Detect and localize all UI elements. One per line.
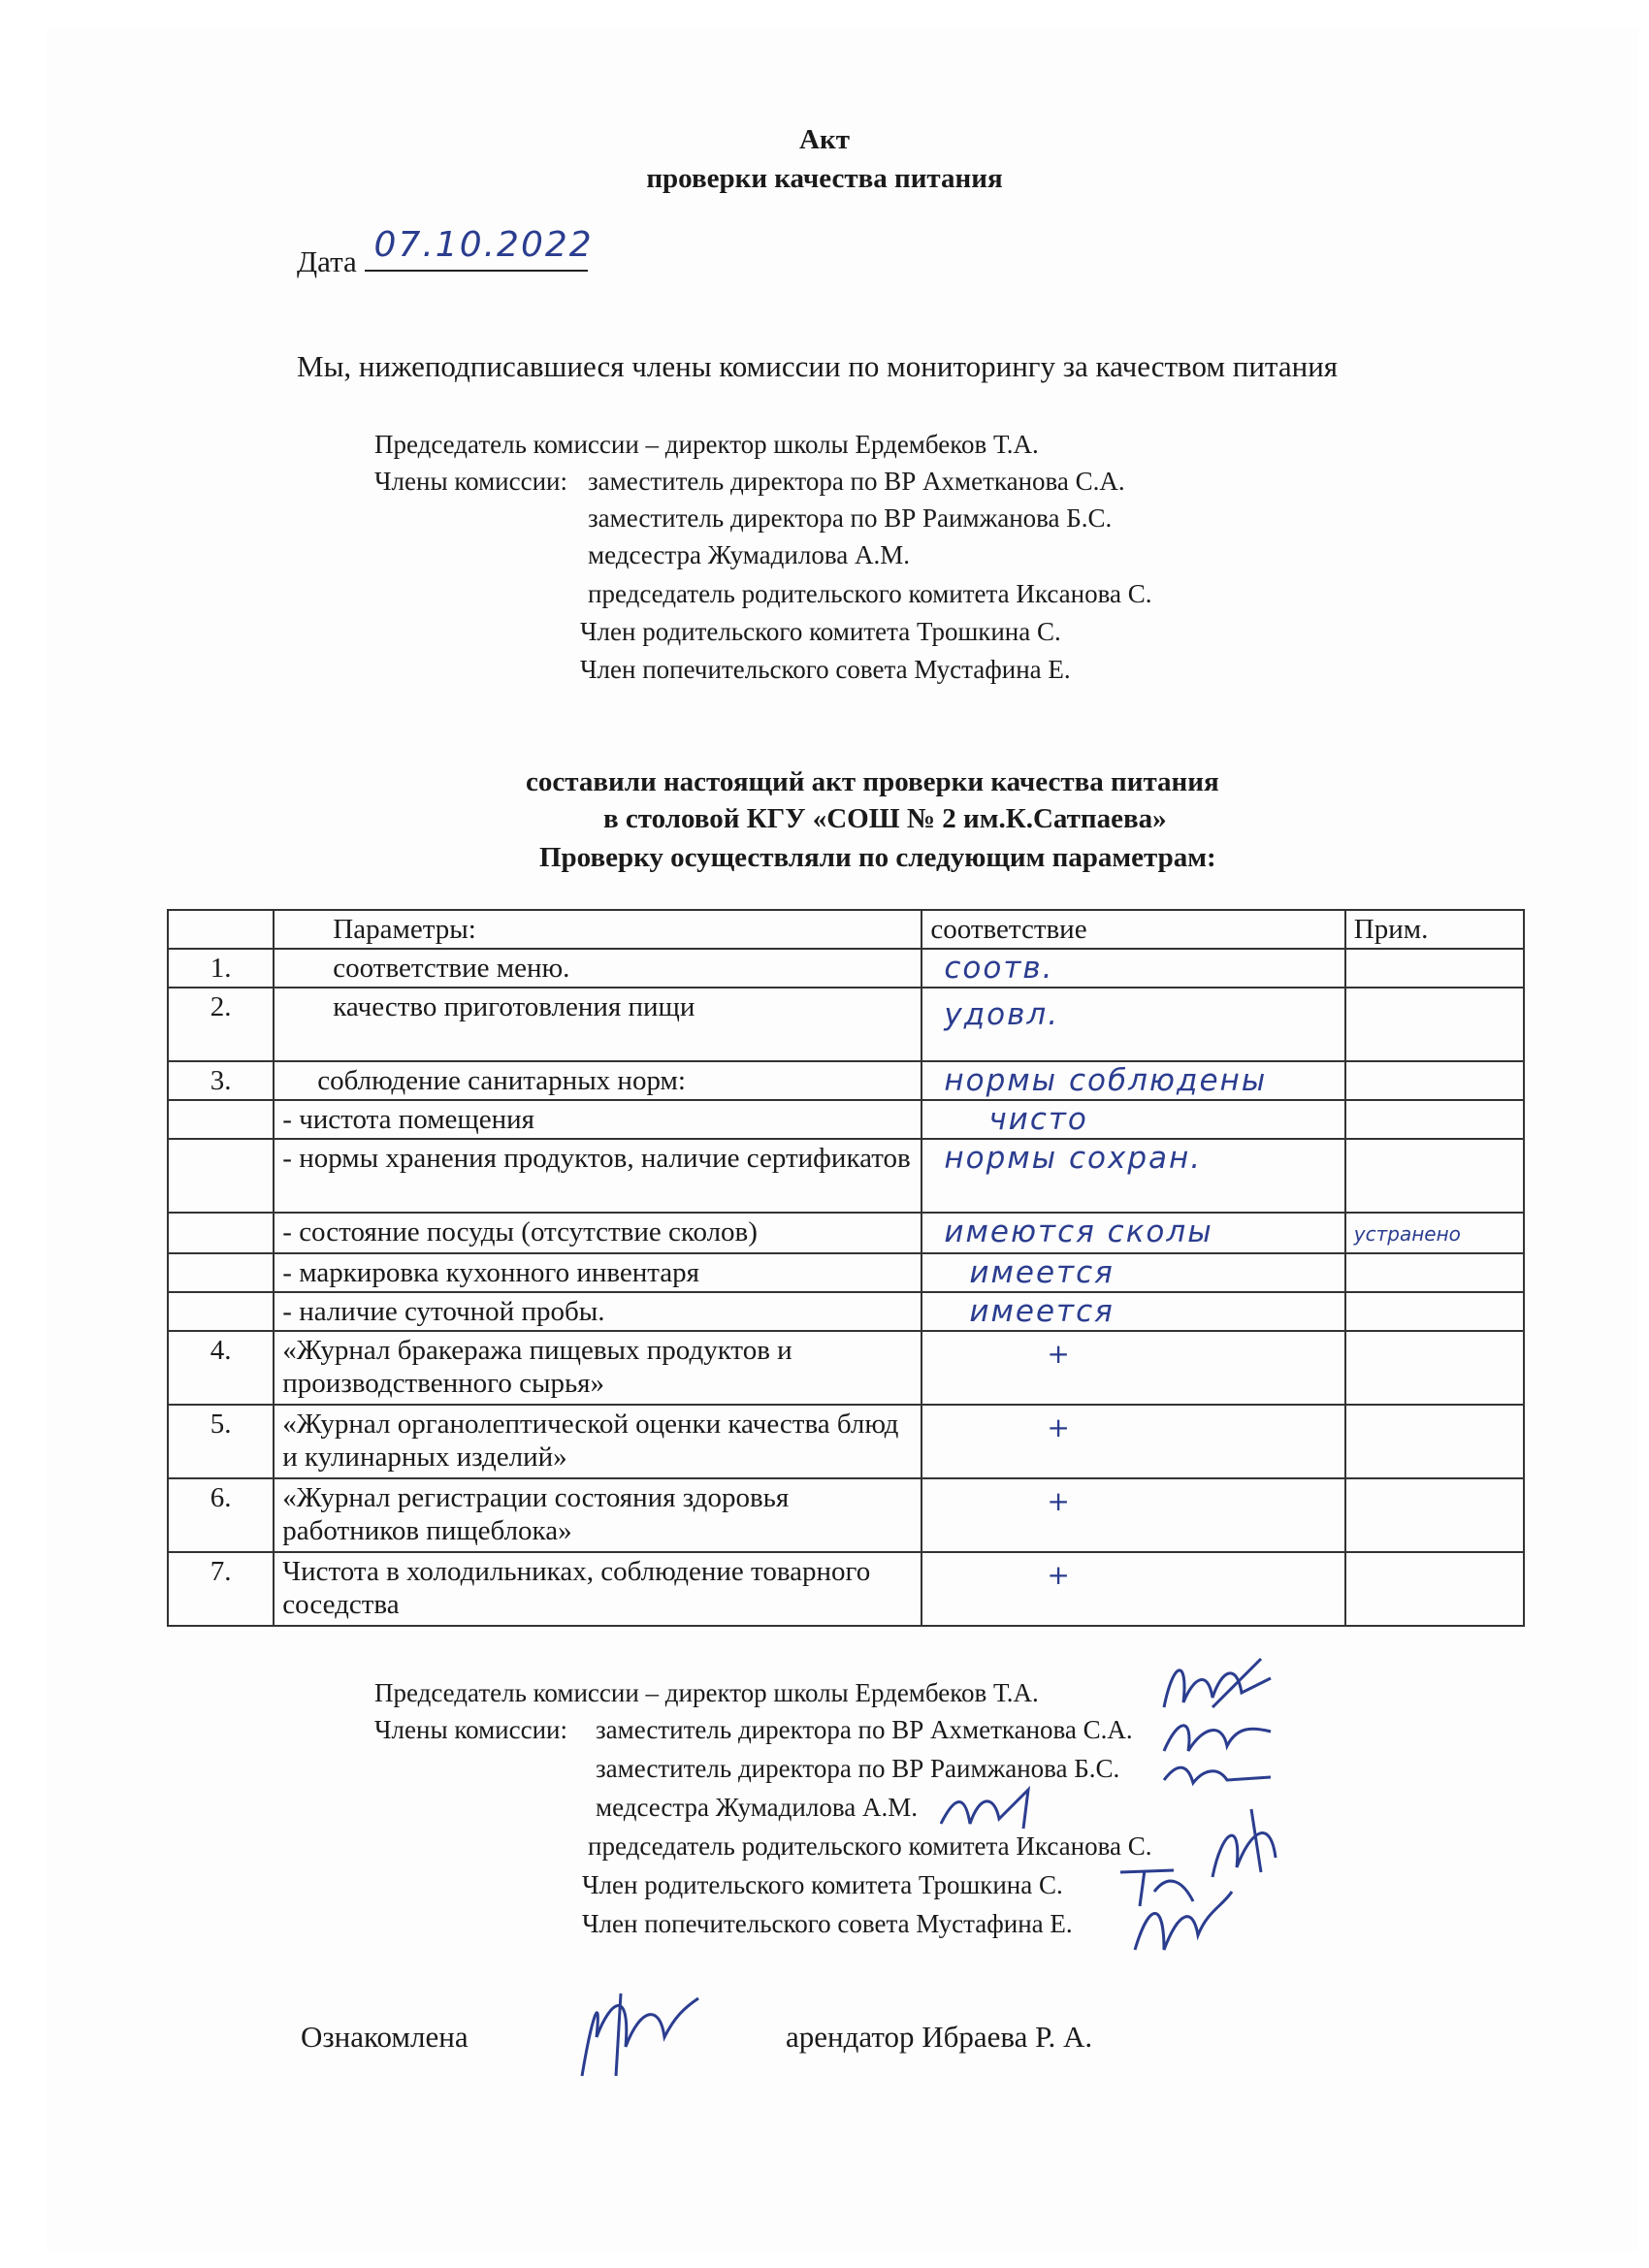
signature-member3	[936, 1785, 1043, 1833]
acknowledged-label: Ознакомлена	[301, 2020, 469, 2054]
row-compliance	[922, 1139, 1344, 1213]
signature-member1	[1154, 1712, 1280, 1761]
table-row	[168, 988, 1524, 1061]
table-row	[168, 1139, 1524, 1213]
table-row	[168, 1331, 1524, 1405]
parameters-table	[167, 909, 1525, 1627]
row-number	[168, 1253, 274, 1292]
table-row	[168, 1100, 1524, 1139]
table-row	[168, 1213, 1524, 1253]
date-value: 07.10.2022	[373, 225, 594, 265]
row-parameter: Чистота в холодильниках, соблюдение товарного соседства	[274, 1552, 922, 1626]
handwritten-entry: соотв.	[944, 951, 1054, 986]
handwritten-entry: нормы соблюдены	[944, 1063, 1268, 1098]
row-number	[168, 1213, 274, 1253]
signature-member6	[1125, 1882, 1242, 1960]
row-parameter: «Журнал органолептической оценки качества блюд и кулинарных изделий»	[274, 1405, 922, 1478]
header-cell: соответствие	[922, 910, 1344, 949]
commission-member: заместитель директора по ВР Ахметканова С.А.	[588, 467, 1125, 496]
row-note	[1345, 988, 1524, 1061]
act-heading-line2: в столовой КГУ «СОШ № 2 им.К.Сатпаева»	[603, 803, 1167, 834]
tenant-role: арендатор Ибраева Р. А.	[786, 2020, 1093, 2054]
row-number	[168, 1100, 274, 1139]
date-row	[297, 225, 594, 279]
header-cell	[168, 910, 274, 949]
handwritten-note: устранено	[1353, 1222, 1461, 1246]
row-parameter: соблюдение санитарных норм:	[274, 1061, 922, 1100]
row-note	[1345, 949, 1524, 988]
signature-tenant	[563, 1979, 708, 2086]
row-note	[1345, 1061, 1524, 1100]
commission-members-label: Члены комиссии:	[374, 467, 567, 496]
row-compliance	[922, 1405, 1344, 1478]
commission-member: заместитель директора по ВР Ахметканова С.А.	[596, 1715, 1133, 1744]
table-row	[168, 1405, 1524, 1478]
row-number: 6.	[168, 1478, 274, 1552]
row-number	[168, 1292, 274, 1331]
handwritten-entry: нормы сохран.	[944, 1141, 1203, 1176]
row-note	[1345, 1331, 1524, 1405]
handwritten-plus: +	[1047, 1338, 1072, 1370]
handwritten-plus: +	[1047, 1411, 1072, 1443]
row-compliance	[922, 1331, 1344, 1405]
handwritten-entry: имеется	[969, 1294, 1115, 1329]
intro-text: Мы, нижеподписавшиеся члены комиссии по мониторингу за качеством питания	[297, 349, 1339, 383]
row-note	[1345, 1292, 1524, 1331]
act-heading-line3: Проверку осуществляли по следующим параметрам:	[539, 842, 1216, 873]
row-number: 1.	[168, 949, 274, 988]
row-compliance	[922, 1552, 1344, 1626]
row-number	[168, 1139, 274, 1213]
table-row	[168, 1552, 1524, 1626]
signature-member2	[1159, 1756, 1276, 1795]
table-row	[168, 1061, 1524, 1100]
handwritten-entry: имеются сколы	[944, 1215, 1213, 1249]
commission-member: председатель родительского комитета Иксанова С.	[588, 1831, 1152, 1861]
row-number: 4.	[168, 1331, 274, 1405]
row-note	[1345, 1478, 1524, 1552]
table-row	[168, 1292, 1524, 1331]
handwritten-entry: чисто	[988, 1102, 1088, 1137]
row-number: 5.	[168, 1405, 274, 1478]
commission-member: председатель родительского комитета Иксанова С.	[588, 579, 1152, 608]
row-note	[1345, 1139, 1524, 1213]
commission-chair: Председатель комиссии – директор школы Ердембеков Т.А.	[374, 430, 1039, 459]
date-label: Дата	[297, 244, 357, 278]
signature-member4	[1193, 1799, 1300, 1887]
commission-member: медсестра Жумадилова А.М.	[588, 540, 910, 569]
handwritten-plus: +	[1047, 1559, 1072, 1591]
commission-member: Член родительского комитета Трошкина С.	[582, 1870, 1063, 1899]
row-parameter: - чистота помещения	[274, 1100, 922, 1139]
row-compliance	[922, 1100, 1344, 1139]
row-parameter: «Журнал регистрации состояния здоровья работников пищеблока»	[274, 1478, 922, 1552]
date-field	[365, 225, 594, 272]
row-note	[1345, 1100, 1524, 1139]
row-number: 7.	[168, 1552, 274, 1626]
row-parameter: качество приготовления пищи	[274, 988, 922, 1061]
row-note	[1345, 1405, 1524, 1478]
commission-member: Член родительского комитета Трошкина С.	[580, 617, 1061, 646]
commission-member: Член попечительского совета Мустафина Е.	[582, 1909, 1073, 1938]
table-row	[168, 1253, 1524, 1292]
commission-chair: Председатель комиссии – директор школы Ердембеков Т.А.	[374, 1678, 1039, 1707]
row-parameter: «Журнал бракеража пищевых продуктов и производственного сырья»	[274, 1331, 922, 1405]
row-number: 2.	[168, 988, 274, 1061]
handwritten-plus: +	[1047, 1485, 1072, 1517]
row-compliance	[922, 988, 1344, 1061]
act-heading-line1: составили настоящий акт проверки качества питания	[526, 766, 1219, 797]
commission-member: заместитель директора по ВР Раимжанова Б.С.	[596, 1754, 1120, 1783]
row-number: 3.	[168, 1061, 274, 1100]
commission-members-label: Члены комиссии:	[374, 1715, 567, 1744]
row-compliance	[922, 1253, 1344, 1292]
handwritten-entry: удовл.	[944, 997, 1060, 1032]
table-row	[168, 949, 1524, 988]
row-note	[1345, 1213, 1524, 1253]
row-compliance	[922, 1292, 1344, 1331]
table-row	[168, 1478, 1524, 1552]
commission-member: медсестра Жумадилова А.М.	[596, 1793, 918, 1822]
row-note	[1345, 1552, 1524, 1626]
header-cell: Прим.	[1345, 910, 1524, 949]
row-parameter: - наличие суточной пробы.	[274, 1292, 922, 1331]
row-compliance	[922, 1478, 1344, 1552]
row-parameter: соответствие меню.	[274, 949, 922, 988]
document-title: Акт	[799, 124, 850, 155]
row-parameter: - состояние посуды (отсутствие сколов)	[274, 1213, 922, 1253]
table-header-row	[168, 910, 1524, 949]
row-compliance	[922, 1061, 1344, 1100]
handwritten-entry: имеется	[969, 1255, 1115, 1290]
row-note	[1345, 1253, 1524, 1292]
row-compliance	[922, 949, 1344, 988]
row-parameter: - маркировка кухонного инвентаря	[274, 1253, 922, 1292]
commission-member: Член попечительского совета Мустафина Е.	[580, 655, 1071, 684]
commission-member: заместитель директора по ВР Раимжанова Б.С.	[588, 503, 1113, 533]
row-parameter: - нормы хранения продуктов, наличие сертификатов	[274, 1139, 922, 1213]
header-cell: Параметры:	[274, 910, 922, 949]
row-compliance	[922, 1213, 1344, 1253]
document-subtitle: проверки качества питания	[646, 163, 1003, 194]
